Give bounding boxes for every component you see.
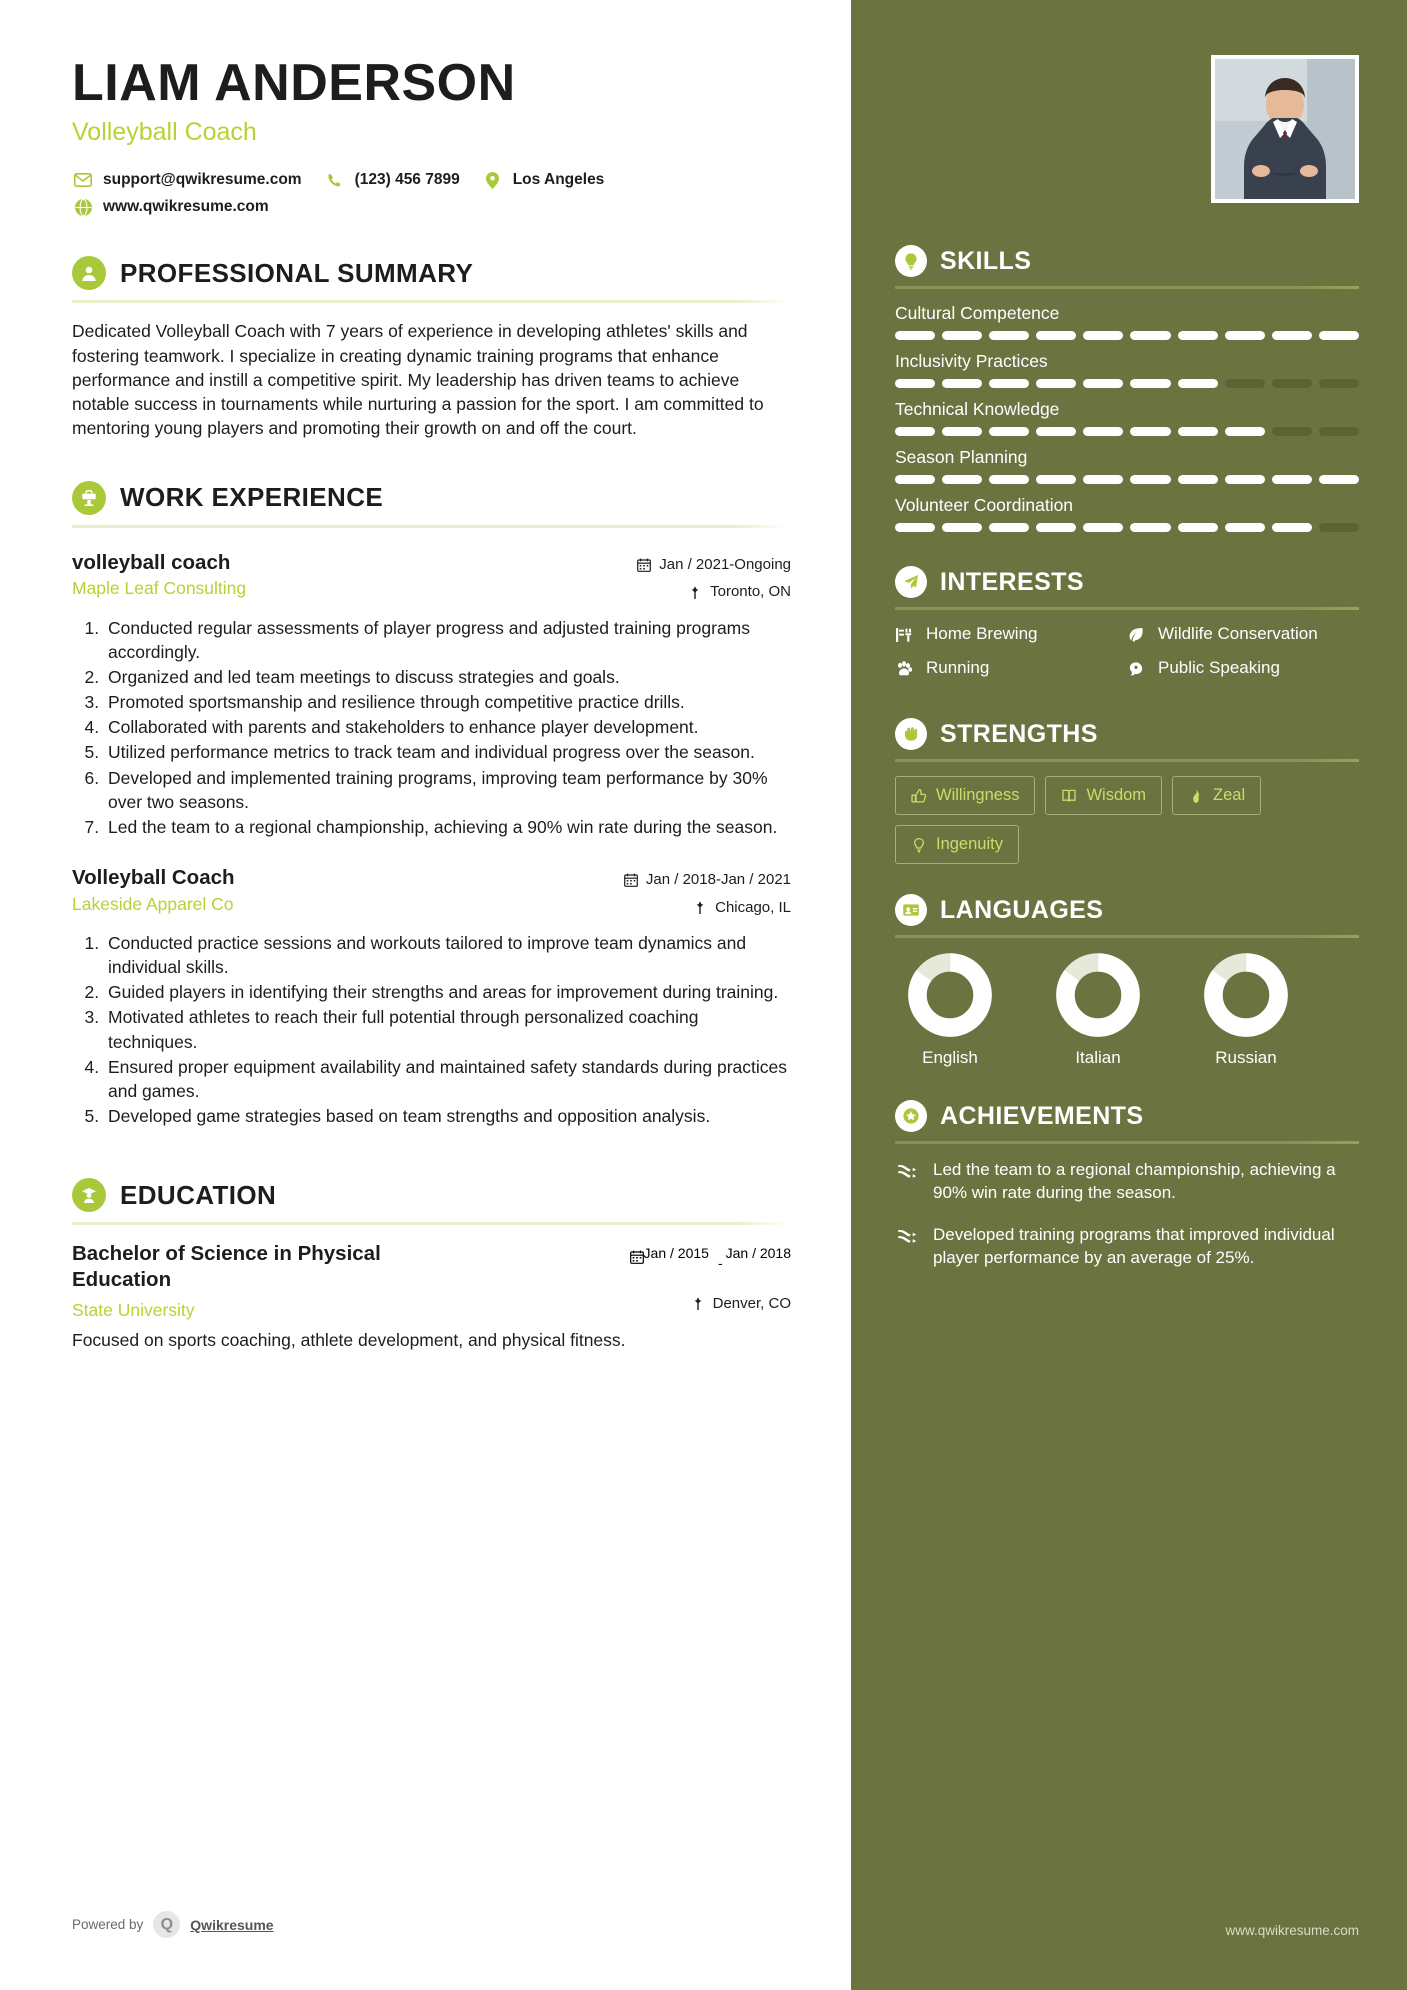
rating-segment [989,427,1029,436]
contact-location-text: Los Angeles [512,171,605,189]
sidebar [851,0,1407,1990]
section-header-summary [72,256,791,290]
interest-label: Public Speaking [1158,658,1280,677]
qwikresume-logo-icon: Q [153,1911,180,1938]
language-donut-chart [907,952,993,1038]
skill-label: Cultural Competence [895,303,1060,323]
strengths-list [895,776,1359,864]
rating-segment [1130,475,1170,484]
rating-segment [1036,331,1076,340]
bulb-icon [911,837,927,853]
section-interests [895,566,1359,692]
rating-segment [1036,523,1076,532]
strength-label: Zeal [1213,786,1246,804]
work-location-text: Toronto, ON [710,583,791,601]
work-entry-header [72,865,791,919]
strength-chip [1172,776,1261,815]
work-date-text: Jan / 2018-Jan / 2021 [645,871,791,889]
list-item: 7. Led the team to a regional championship, achieving a 90% win rate during the season. [104,815,791,839]
rating-segment [895,331,935,340]
rating-segment [1319,523,1359,532]
section-divider [895,607,1359,610]
languages-list [895,952,1359,1068]
id-card-icon [895,894,927,926]
skill-item [895,303,1359,340]
language-label: Italian [1075,1048,1121,1067]
rating-segment [942,475,982,484]
map-pin-icon [692,900,708,916]
strength-chip [895,825,1019,864]
rating-segment [895,379,935,388]
rating-segment [1130,523,1170,532]
skill-item [895,447,1359,484]
interests-grid [895,624,1359,692]
section-strengths [895,718,1359,864]
ribbon-icon [895,1161,921,1185]
rating-segment [1225,475,1265,484]
section-title-interests: INTERESTS [940,567,1084,596]
flame-icon [1188,788,1204,804]
work-bullets [72,616,791,839]
rating-segment [895,475,935,484]
skill-label: Volunteer Coordination [895,495,1074,515]
section-title-achievements: ACHIEVEMENTS [940,1101,1144,1130]
education-school: State University [72,1300,195,1321]
language-item [1191,952,1301,1068]
section-divider [72,300,791,303]
interest-label: Running [926,658,990,677]
achievement-text: Developed training programs that improved individual player performance by an average of 25%. [933,1224,1335,1268]
education-date-separator: - [717,1255,723,1272]
rating-segment [1036,475,1076,484]
rating-segment [895,427,935,436]
rating-segment [1272,331,1312,340]
rating-segment [1083,379,1123,388]
interest-label: Wildlife Conservation [1158,624,1318,643]
work-entry-titles [72,550,636,600]
section-header-achievements [895,1100,1359,1132]
work-date-text: Jan / 2021-Ongoing [659,555,791,573]
rating-segment [1272,427,1312,436]
work-entry-meta [623,865,791,919]
work-location-text: Chicago, IL [715,898,791,916]
education-description: Focused on sports coaching, athlete development, and physical fitness. [72,1330,626,1351]
language-item [1043,952,1153,1068]
skill-label: Season Planning [895,447,1028,467]
language-item [895,952,1005,1068]
megaphone-icon [1127,660,1149,678]
qwikresume-brand-link[interactable]: Qwikresume [190,1916,274,1933]
list-item: 5. Developed game strategies based on team strengths and opposition analysis. [104,1104,791,1128]
graduate-icon [72,1178,106,1212]
list-item: 6. Developed and implemented training programs, improving team performance by 30% over two seasons. [104,766,791,814]
beer-tap-icon [895,626,917,644]
rating-segment [989,523,1029,532]
list-item: 4. Ensured proper equipment availability and maintained safety standards during practices and games. [104,1055,791,1103]
achievement-item [895,1158,1359,1205]
work-entry [72,550,791,839]
strength-chip [895,776,1035,815]
education-date-start: Jan / 2015 [643,1245,709,1262]
contact-email[interactable] [72,171,302,189]
achievement-text: Led the team to a regional championship, achieving a 90% win rate during the season. [933,1160,1336,1203]
star-badge-icon [895,1100,927,1132]
work-date [636,554,791,577]
section-header-work [72,481,791,515]
contact-phone-text: (123) 456 7899 [354,171,460,189]
skill-label: Inclusivity Practices [895,351,1048,371]
section-title-strengths: STRENGTHS [940,719,1098,748]
rating-segment [1272,523,1312,532]
work-bullets [72,931,791,1128]
interest-item [1127,658,1359,678]
rating-segment [1083,475,1123,484]
fist-icon [895,718,927,750]
rating-segment [1083,331,1123,340]
section-title-summary: PROFESSIONAL SUMMARY [120,257,474,288]
rating-segment [1178,379,1218,388]
avatar [1211,55,1359,203]
powered-by-label: Powered by [72,1917,144,1932]
section-title-skills: SKILLS [940,246,1032,275]
map-pin-icon [690,1296,706,1312]
rating-segment [1225,379,1265,388]
section-title-languages: LANGUAGES [940,895,1104,924]
leaf-icon [1127,626,1149,644]
contact-email-text: support@qwikresume.com [103,171,302,189]
section-skills [895,245,1359,532]
rating-segment [1130,427,1170,436]
paper-plane-icon [895,566,927,598]
contact-phone[interactable] [324,171,460,189]
ribbon-icon [895,1226,921,1250]
work-location [636,581,791,604]
map-pin-icon [687,585,703,601]
rating-segment [1178,523,1218,532]
globe-icon [72,198,94,216]
strength-label: Wisdom [1086,786,1147,804]
summary-text: Dedicated Volleyball Coach with 7 years of experience in developing athletes' skills and fostering teamwork. I specialize in creating dynamic training programs that enhance performance and instill a competitive spirit. My leadership has driven teams to achieve notable success in tournaments while nurturing a passion for the sport. I am committed to mentoring young players and promoting their growth on and off the court. [72,321,764,439]
section-divider [895,935,1359,938]
achievement-item [895,1223,1359,1270]
section-header-skills [895,245,1359,277]
interest-item [895,658,1127,678]
rating-segment [942,427,982,436]
education-entry-titles [72,1241,472,1321]
skill-rating [895,379,1359,388]
education-date-end: Jan / 2018 [725,1245,791,1262]
interest-label: Home Brewing [926,624,1038,643]
calendar-icon [630,1250,644,1269]
contact-website-text: www.qwikresume.com [103,198,269,216]
education-entry-header [72,1241,791,1321]
powered-by [72,1911,274,1938]
education-location-text: Denver, CO [712,1295,791,1313]
education-degree: Bachelor of Science in Physical Education [72,1242,381,1291]
book-icon [1061,788,1077,804]
work-entry-header [72,550,791,604]
skill-item [895,495,1359,532]
contact-location [482,171,605,189]
lightbulb-icon [895,245,927,277]
work-entry-meta [636,550,791,604]
skill-rating [895,523,1359,532]
rating-segment [1178,475,1218,484]
section-header-interests [895,566,1359,598]
interest-item [1127,624,1359,644]
section-divider [895,1141,1359,1144]
rating-segment [942,523,982,532]
list-item: 3. Promoted sportsmanship and resilience through competitive practice drills. [104,690,791,714]
rating-segment [1083,427,1123,436]
rating-segment [989,379,1029,388]
list-item: 1. Conducted practice sessions and workouts tailored to improve team dynamics and individual skills. [104,931,791,979]
education-entry-meta [630,1241,791,1316]
section-divider [895,759,1359,762]
section-achievements [895,1100,1359,1270]
rating-segment [1178,427,1218,436]
work-entry [72,865,791,1128]
rating-segment [1319,331,1359,340]
skill-item [895,399,1359,436]
page-title: LIAM ANDERSON [72,54,516,112]
language-donut-chart [1203,952,1289,1038]
list-item: 5. Utilized performance metrics to track team and individual progress over the season. [104,740,791,764]
rating-segment [1178,331,1218,340]
rating-segment [1319,379,1359,388]
list-item: 2. Guided players in identifying their strengths and areas for improvement during training. [104,980,791,1004]
list-item: 1. Conducted regular assessments of player progress and adjusted training programs accordingly. [104,616,791,664]
rating-segment [1036,379,1076,388]
section-title-education: EDUCATION [120,1179,277,1210]
rating-segment [1130,379,1170,388]
work-location [623,897,791,920]
section-header-strengths [895,718,1359,750]
rating-segment [1225,331,1265,340]
footer-site-url: www.qwikresume.com [1225,1923,1359,1938]
calendar-icon [636,557,652,573]
rating-segment [1036,427,1076,436]
section-divider [895,286,1359,289]
rating-segment [942,331,982,340]
list-item: 3. Motivated athletes to reach their full potential through personalized coaching techniques. [104,1005,791,1053]
email-icon [72,171,94,189]
contact-website[interactable] [72,198,269,216]
person-icon [72,256,106,290]
education-date [630,1245,791,1271]
section-languages [895,894,1359,1068]
list-item: 4. Collaborated with parents and stakeholders to enhance player development. [104,715,791,739]
list-item: 2. Organized and led team meetings to discuss strategies and goals. [104,665,791,689]
section-divider [72,525,791,528]
work-organization: Lakeside Apparel Co [72,893,234,914]
rating-segment [1272,379,1312,388]
thumbs-up-icon [911,788,927,804]
rating-segment [895,523,935,532]
rating-segment [942,379,982,388]
skill-rating [895,427,1359,436]
language-label: English [922,1048,978,1067]
work-role: Volleyball Coach [72,866,235,890]
rating-segment [1225,427,1265,436]
paw-icon [895,660,917,678]
interest-item [895,624,1127,644]
rating-segment [989,331,1029,340]
section-divider [72,1222,791,1225]
skill-rating [895,331,1359,340]
work-entry-titles [72,865,623,915]
contact-row-secondary [72,198,791,216]
rating-segment [989,475,1029,484]
section-header-languages [895,894,1359,926]
education-entry [72,1241,791,1352]
language-donut-chart [1055,952,1141,1038]
rating-segment [1225,523,1265,532]
skill-label: Technical Knowledge [895,399,1060,419]
work-date [623,869,791,892]
language-label: Russian [1215,1048,1277,1067]
education-location [630,1293,791,1316]
section-title-work: WORK EXPERIENCE [120,482,384,513]
strength-label: Ingenuity [936,835,1003,853]
rating-segment [1083,523,1123,532]
phone-icon [324,171,346,189]
strength-label: Willingness [936,786,1020,804]
location-pin-icon [482,171,504,189]
section-header-education [72,1178,791,1212]
skill-item [895,351,1359,388]
strength-chip [1045,776,1162,815]
contact-row-primary [72,171,791,189]
rating-segment [1272,475,1312,484]
rating-segment [1319,427,1359,436]
work-organization: Maple Leaf Consulting [72,578,247,599]
briefcase-icon [72,481,106,515]
job-title: Volleyball Coach [72,118,257,147]
calendar-icon [623,872,639,888]
work-role: volleyball coach [72,550,231,574]
skill-rating [895,475,1359,484]
rating-segment [1130,331,1170,340]
rating-segment [1319,475,1359,484]
